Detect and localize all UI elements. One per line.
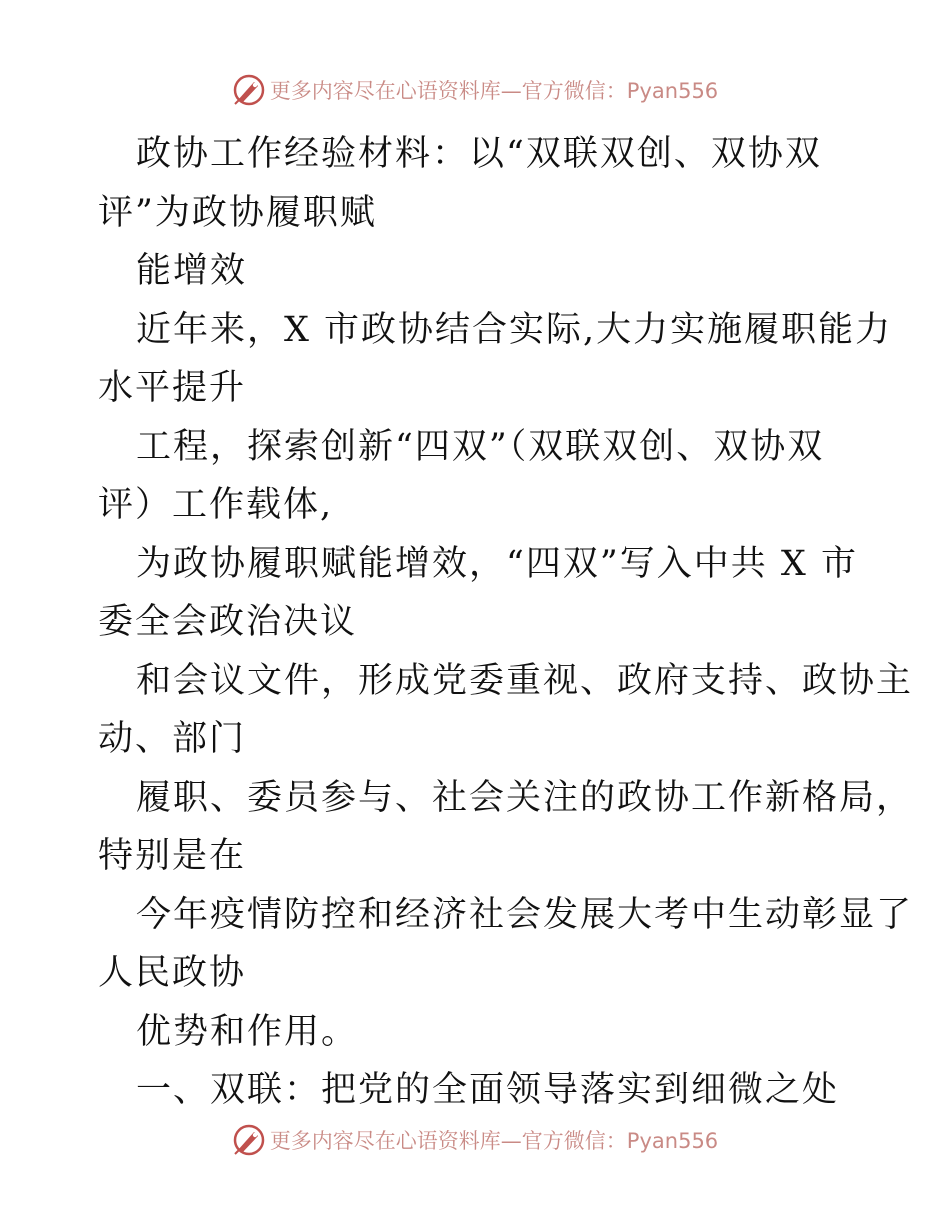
doc-line-paragraph: 今年疫情防控和经济社会发展大考中生动彰显了 — [136, 894, 914, 935]
doc-line-paragraph: 特别是在 — [98, 836, 247, 876]
doc-line-paragraph: 人民政协 — [98, 953, 247, 993]
doc-line-paragraph: 评）工作载体, — [98, 485, 334, 525]
pen-nib-logo-icon — [232, 1123, 266, 1157]
document-body — [98, 125, 914, 1120]
doc-line-paragraph: 履职、委员参与、社会关注的政协工作新格局， — [136, 777, 914, 818]
header-banner — [0, 70, 950, 110]
doc-line-paragraph: 水平提升 — [98, 368, 247, 408]
footer-banner — [0, 1120, 950, 1160]
doc-line-paragraph: 优势和作用。 — [136, 1011, 359, 1052]
header-banner-text: 更多内容尽在心语资料库—官方微信：Pyan556 — [269, 79, 719, 103]
doc-line-title-3: 能增效 — [136, 251, 248, 291]
doc-line-section-heading: 一、双联：把党的全面领导落实到细微之处 — [136, 1070, 840, 1110]
doc-line-paragraph: 动、部门 — [98, 719, 247, 759]
doc-line-title-2: 评”为政协履职赋 — [98, 192, 377, 233]
doc-line-paragraph: 委全会政治决议 — [98, 602, 358, 642]
pen-nib-logo-icon — [232, 73, 266, 107]
doc-line-title-1: 政协工作经验材料：以“双联双创、双协双 — [136, 134, 822, 174]
doc-line-paragraph: 工程，探索创新“四双”（双联双创、双协双 — [136, 426, 825, 467]
doc-line-paragraph: 为政协履职赋能增效，“四双”写入中共 X 市 — [136, 543, 858, 584]
doc-line-paragraph: 近年来，X 市政协结合实际,大力实施履职能力 — [136, 309, 893, 350]
footer-banner-text: 更多内容尽在心语资料库—官方微信：Pyan556 — [269, 1129, 719, 1153]
doc-line-paragraph: 和会议文件，形成党委重视、政府支持、政协主 — [136, 660, 914, 701]
